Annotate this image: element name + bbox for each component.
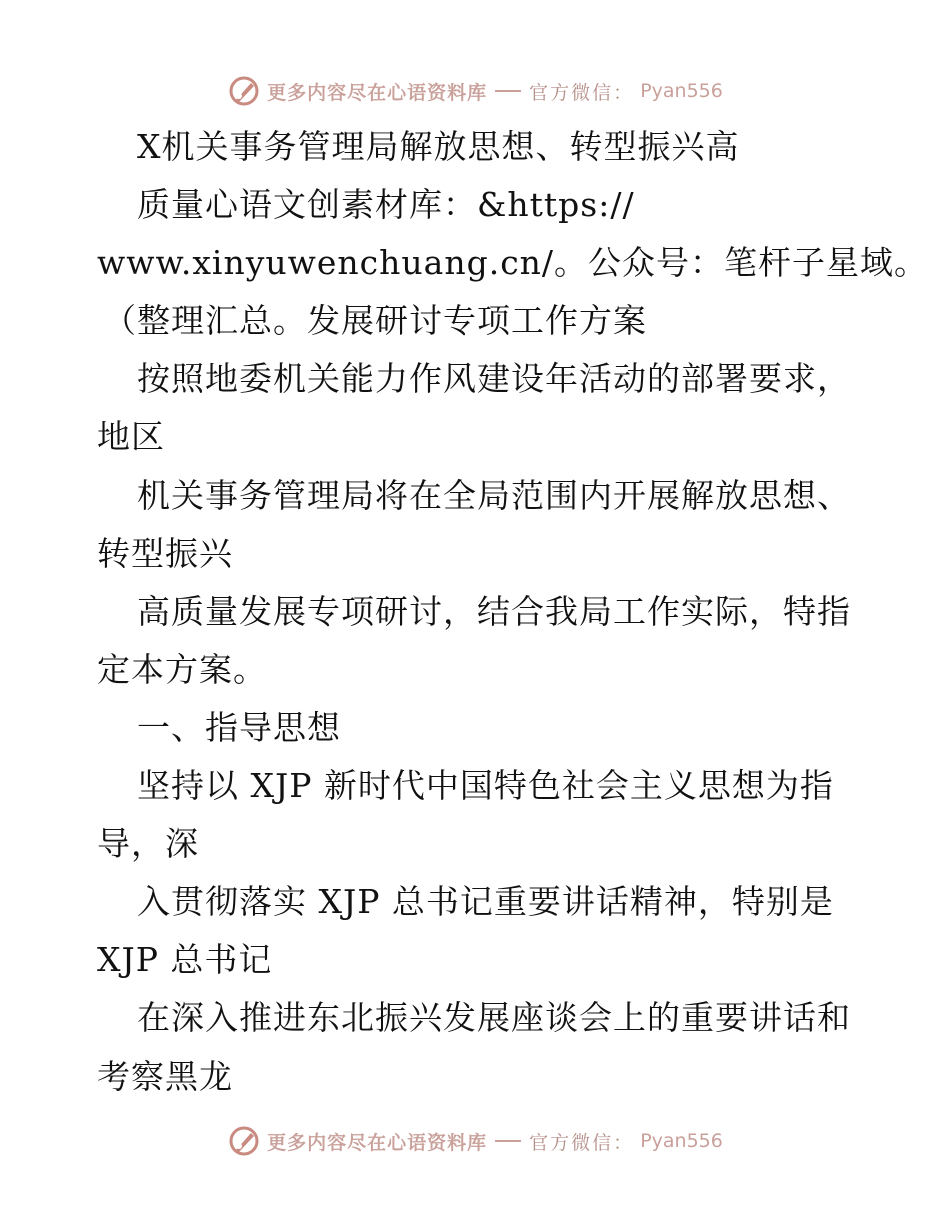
section-heading: 一、指导思想 (137, 707, 341, 747)
paragraph-line: 转型振兴 (97, 533, 233, 573)
paragraph-line: 导，深 (97, 824, 199, 864)
watermark-wechat-label: 官方微信： (529, 1131, 635, 1154)
document-body (97, 118, 929, 1106)
paragraph-line: 机关事务管理局将在全局范围内开展解放思想、 (137, 475, 851, 515)
paragraph-line: 考察黑龙 (97, 1056, 233, 1096)
watermark-wechat-id: Pyan556 (640, 1130, 723, 1152)
paragraph-line: XJP 总书记 (97, 940, 273, 980)
paragraph-line: 按照地委机关能力作风建设年活动的部署要求， (137, 359, 851, 399)
watermark-footer (0, 1121, 950, 1161)
quill-seal-icon (227, 1124, 261, 1158)
doc-url-line: www.xinyuwenchuang.cn/。公众号：笔杆子星域。 (97, 243, 929, 283)
watermark-header (0, 71, 950, 111)
paragraph-line: 地区 (97, 417, 165, 457)
watermark-text: 更多内容尽在心语资料库 (267, 81, 488, 104)
doc-title-line-3: （整理汇总。发展研讨专项工作方案 (103, 301, 647, 341)
paragraph-line: 坚持以 XJP 新时代中国特色社会主义思想为指 (137, 766, 834, 806)
watermark-dash (495, 1140, 521, 1142)
doc-title-line-1: X机关事务管理局解放思想、转型振兴高 (137, 127, 740, 166)
watermark-text: 更多内容尽在心语资料库 (267, 1131, 488, 1154)
quill-seal-icon (227, 74, 261, 108)
paragraph-line: 入贯彻落实 XJP 总书记重要讲话精神，特别是 (137, 882, 834, 922)
paragraph-line: 定本方案。 (97, 649, 267, 689)
watermark-wechat-label: 官方微信： (529, 81, 635, 104)
doc-title-line-2: 质量心语文创素材库：&https:// (137, 185, 635, 225)
watermark-wechat-id: Pyan556 (640, 80, 723, 102)
watermark-dash (495, 90, 521, 92)
paragraph-line: 高质量发展专项研讨，结合我局工作实际，特指 (137, 591, 851, 631)
paragraph-line: 在深入推进东北振兴发展座谈会上的重要讲话和 (137, 998, 851, 1038)
